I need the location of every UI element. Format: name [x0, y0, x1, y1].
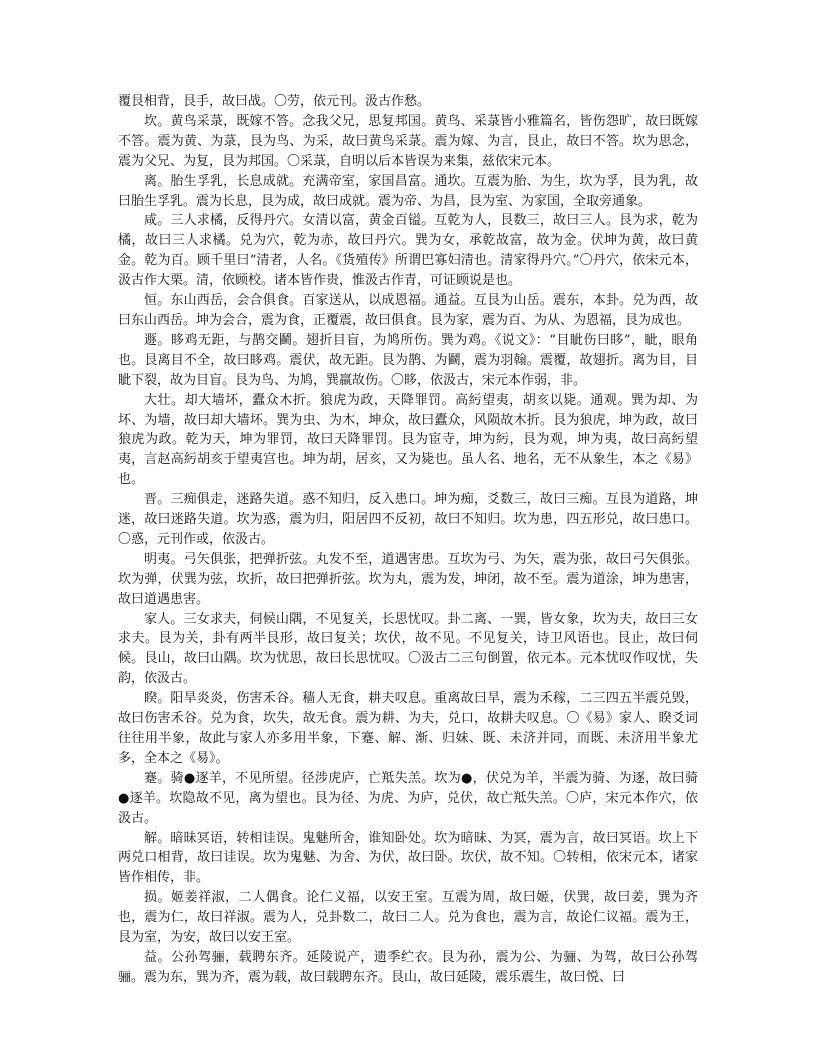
paragraph: 蹇。骑●逐羊，不见所望。径涉虎庐，亡羝失羔。坎为●，伏兑为羊，半震为骑、为逐，故曰骑●逐羊。坎隐故不见，离为望也。艮为径、为虎、为庐，兑伏，故亡羝失羔。〇庐，宋元本作穴，依汲古。 — [118, 770, 698, 826]
paragraph: 遯。眵鸡无距，与鹊交鬬。翅折目盲，为鸠所伤。巽为鸡。《说文》：“目眦伤曰眵”，眦，眼角也。艮离目不全，故曰眵鸡。震伏，故无距。艮为鹊、为鬬，震为羽翰。震覆，故翅折。离为目，目眦下裂，故为目盲。艮为鸟、为鸠，巽羸故伤。〇眵，依汲古，宋元本作弱，非。 — [118, 332, 698, 388]
paragraph: 家人。三女求夫，伺候山隅，不见复关，长思忧叹。卦二离、一巽，皆女象，坎为夫，故曰三女求夫。艮为关，卦有两半艮形，故曰复关；坎伏，故不见。不见复关，诗卫风语也。艮止，故曰伺候。艮山，故曰山隅。坎为忧思，故曰长思忧叹。〇汲古二三句倒置，依元本。元本忧叹作叹忧，失韵，依汲古。 — [118, 611, 698, 687]
paragraph: 晋。三痴俱走，迷路失道。惑不知归，反入患口。坤为痴，爻数三，故曰三痴。互艮为道路，坤迷，故曰迷路失道。坎为惑，震为归，阳居四不反初，故曰不知归。坎为患，四五形兑，故曰患口。〇惑，元刊作或，依汲古。 — [118, 492, 698, 547]
paragraph: 覆艮相背，艮手，故曰战。〇劳，依元刊。汲古作愁。 — [118, 94, 431, 109]
paragraph: 离。胎生孚乳，长息成就。充满帝室，家国昌富。通坎。互震为胎、为生，坎为孚，艮为乳，故曰胎生孚乳。震为长息，艮为成，故曰成就。震为帝、为昌，艮为室、为家国，全取旁通象。 — [118, 173, 698, 209]
paragraph: 咸。三人求橘，反得丹穴。女清以富，黄金百镒。互乾为人，艮数三，故曰三人。艮为求，乾为橘，故曰三人求橘。兑为穴，乾为赤，故曰丹穴。巽为女，承乾故富，故为金。伏坤为黄，故曰黄金。乾为百。顾千里曰“清者，人名。《货殖传》所谓巴寡妇清也。清家得丹穴。”〇丹穴，依宋元本，汲古作大栗。清，依顾校。诸本皆作贵，惟汲古作青，可证顾说是也。 — [118, 213, 698, 289]
paragraph: 损。姬姜祥淑，二人偶食。论仁义福，以安王室。互震为周，故曰姬，伏巽，故曰姜，巽为齐也，震为仁，故曰祥淑。震为人，兑卦数二，故曰二人。兑为食也，震为言，故论仁议福。震为王，艮为室，为安，故曰以安王室。 — [118, 890, 698, 946]
paragraph: 坎。黄鸟采菉，既嫁不答。念我父兄，思复邦国。黄鸟、采菉皆小雅篇名，皆伤怨旷，故曰既嫁不答。震为黄、为菉，艮为鸟、为采，故曰黄鸟采菉。震为嫁、为言，艮止，故曰不答。坎为思念，震为父兄、为复，艮为邦国。〇采菉，自明以后本皆误为来集，兹依宋元本。 — [118, 113, 698, 169]
paragraph: 解。暗昧冥语，转相诖误。鬼魅所舍，谁知卧处。坎为暗昧、为冥，震为言，故曰冥语。坎上下两兑口相背，故曰诖误。坎为鬼魅、为舍、为伏，故曰卧。坎伏，故不知。〇转相，依宋元本，诸家皆作相传，非。 — [118, 830, 698, 886]
paragraph: 益。公孙驾骊，载聘东齐。延陵说产，遗季纻衣。艮为孙，震为公、为骊、为驾，故曰公孙驾骊。震为东，巽为齐，震为载，故曰载聘东齐。艮山，故曰延陵，震乐震生，故曰悦、曰 — [118, 949, 698, 985]
paragraph: 睽。阳旱炎炎，伤害禾谷。穑人无食，耕夫叹息。重离故曰旱，震为禾稼，二三四五半震兑毁，故曰伤害禾谷。兑为食，坎失，故无食。震为耕、为夫，兑口，故耕夫叹息。〇《易》家人、睽爻词往往用半象，故此与家人亦多用半象，下蹇、解、渐、归妹、既、未济并同，而既、未济用半象尤多，全本之《易》。 — [118, 691, 698, 766]
paragraph: 明夷。弓矢俱张，把弹折弦。丸发不至，道遇害患。互坎为弓、为矢，震为张，故曰弓矢俱张。坎为弹，伏巽为弦，坎折，故曰把弹折弦。坎为丸，震为发，坤闭，故不至。震为道涂，坤为患害，故曰道遇患害。 — [118, 551, 698, 607]
paragraph: 恒。东山西岳，会合俱食。百家送从，以成恩福。通益。互艮为山岳。震东，本卦。兑为西，故曰东山西岳。坤为会合，震为食，正覆震，故曰俱食。艮为家，震为百、为从、为恩福，艮为成也。 — [118, 293, 698, 328]
paragraph: 大壮。却大墙坏，蠹众木折。狼虎为政，天降罪罚。高䊸望夷，胡亥以毙。通观。巽为却、为坏、为墙，故曰却大墙坏。巽为虫、为木，坤众，故曰蠹众，风陨故木折。艮为狼虎，坤为政，故曰狼虎为政。乾为天，坤为罪罚，故曰天降罪罚。艮为宦寺，坤为䊸，艮为观，坤为夷，故曰高䊸望夷，言赵高䊸胡亥于望夷宫也。坤为胡，居亥，又为毙也。虽人名、地名，无不从象生，本之《易》也。 — [118, 392, 698, 488]
document-page — [118, 92, 698, 1022]
